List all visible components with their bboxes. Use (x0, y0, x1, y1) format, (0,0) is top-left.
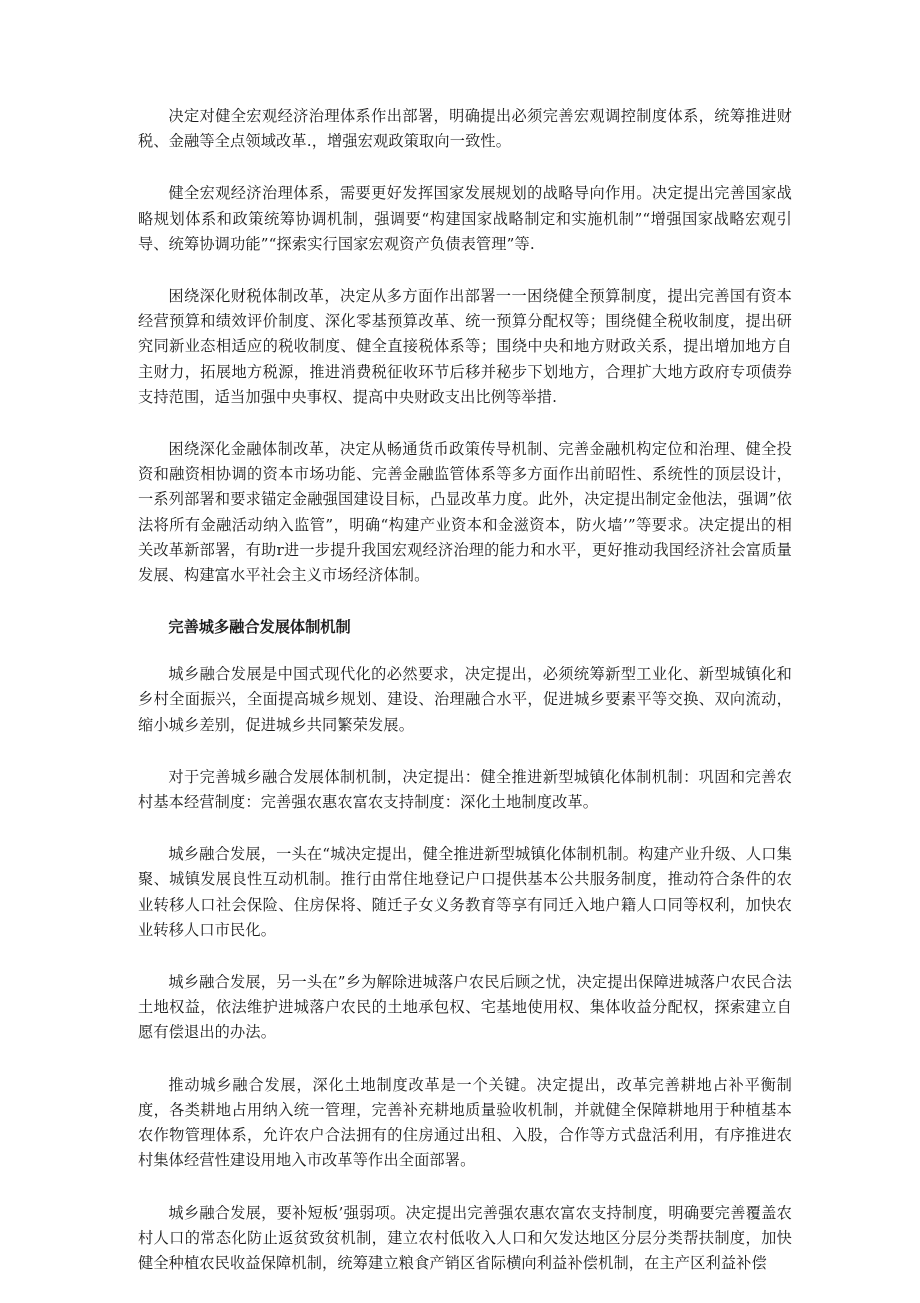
paragraph-fiscal-reform: 困绕深化财税体制改革，决定从多方面作出部署一一困绕健全预算制度，提出完善国有资本经营预算和绩效评价制度、深化零基预算改革、统一预算分配权等；围绕健全税收制度，提出研究同新业态相适应的税收制度、健全直接税体系等；围绕中央和地方财政关系，提出增加地方自主财力，拓展地方税源，推进消费税征收环节后移并秘步下划地方，合理扩大地方政府专项债券支持范围，适当加强中央事权、提高中央财政支出比例等举措. (138, 287, 792, 406)
paragraph-urban-rural-mechanism: 对于完善城乡融合发展体制机制，决定提出：健全推进新型城镇化体制机制：巩固和完善农村基本经营制度：完善强农惠农富农支持制度：深化土地制度改革。 (138, 767, 792, 812)
document-page (138, 104, 792, 1303)
section-heading-urban-rural: 完善城多融合发展体制机制 (168, 618, 351, 637)
paragraph-rural-settlers: 城乡融合发展，另一头在”乡为解除进城落户农民后顾之忧，决定提出保障进城落户农民合法土地权益，依法维护进城落户农民的土地承包权、宅基地使用权、集体收益分配权，探索建立自愿有偿退出的办法。 (138, 973, 792, 1042)
paragraph-support-system: 城乡融合发展，要补短板’强弱项。决定提出完善强农惠农富农支持制度，明确要完善覆盖农村人口的常态化防止返贫致贫机制，建立农村低收入人口和欠发达地区分层分类帮扶制度，加快健全种植农民收益保障机制，统筹建立粮食产销区省际横向利益补偿机制，在主产区利益补偿 (138, 1203, 792, 1272)
paragraph-urban-rural-requirement: 城乡融合发展是中国式现代化的必然要求，决定提出，必须统筹新型工业化、新型城镇化和乡村全面振兴，全面提高城乡规划、建设、治理融合水平，促进城乡要素平等交换、双向流动，缩小城乡差别，促进城乡共同繁荣发展。 (138, 665, 792, 734)
paragraph-land-reform: 推动城乡融合发展，深化土地制度改革是一个关键。决定提出，改革完善耕地占补平衡制度，各类耕地占用纳入统一管理，完善补充耕地质量验收机制，并就健全保障耕地用于种植基本农作物管理体系，允许农户合法拥有的住房通过出租、入股，合作等方式盘活利用，有序推进农村集体经营性建设用地入市改革等作出全面部署。 (138, 1075, 792, 1170)
paragraph-urbanization: 城乡融合发展，一头在“城决定提出，健全推进新型城镇化体制机制。构建产业升级、人口集聚、城镇发展良性互动机制。推行由常住地登记户口提供基本公共服务制度，推动符合条件的农业转移人口社会保险、住房保将、随迁子女义务教育等享有同迁入地户籍人口同等权利，加快农业转移人口市民化。 (138, 845, 792, 939)
paragraph-macro-governance: 决定对健全宏观经济治理体系作出部署，明确提出必须完善宏观调控制度体系，统筹推进财税、金融等全点领域改革.，增强宏观政策取向一致性。 (138, 107, 792, 151)
paragraph-national-planning: 健全宏观经济治理体系，需要更好发挥国家发展规划的战略导向作用。决定提出完善国家战略规划体系和政策统筹协调机制，强调要“构建国家战略制定和实施机制”“增强国家战略宏观引导、统筹协调功能”“探索实行国家宏观资产负债表管理”等. (138, 184, 792, 253)
paragraph-financial-reform: 困绕深化金融体制改革，决定从畅通货币政策传导机制、完善金融机构定位和治理、健全投资和融资相协调的资本市场功能、完善金融监管体系等多方面作出前昭性、系统性的顶层设计，一系列部署和要求锚定金融强国建设目标，凸显改革力度。此外，决定提出制定金他法，强调”依法将所有金融活动纳入监管”，明确“构建产业资本和金滋资本，防火墙’”等要求。决定提出的相关改革新部署，有助r进一步提升我国宏观经济治理的能力和水平，更好推动我国经济社会富质量发展、构建富水平社会主义市场经济体制。 (138, 440, 792, 585)
